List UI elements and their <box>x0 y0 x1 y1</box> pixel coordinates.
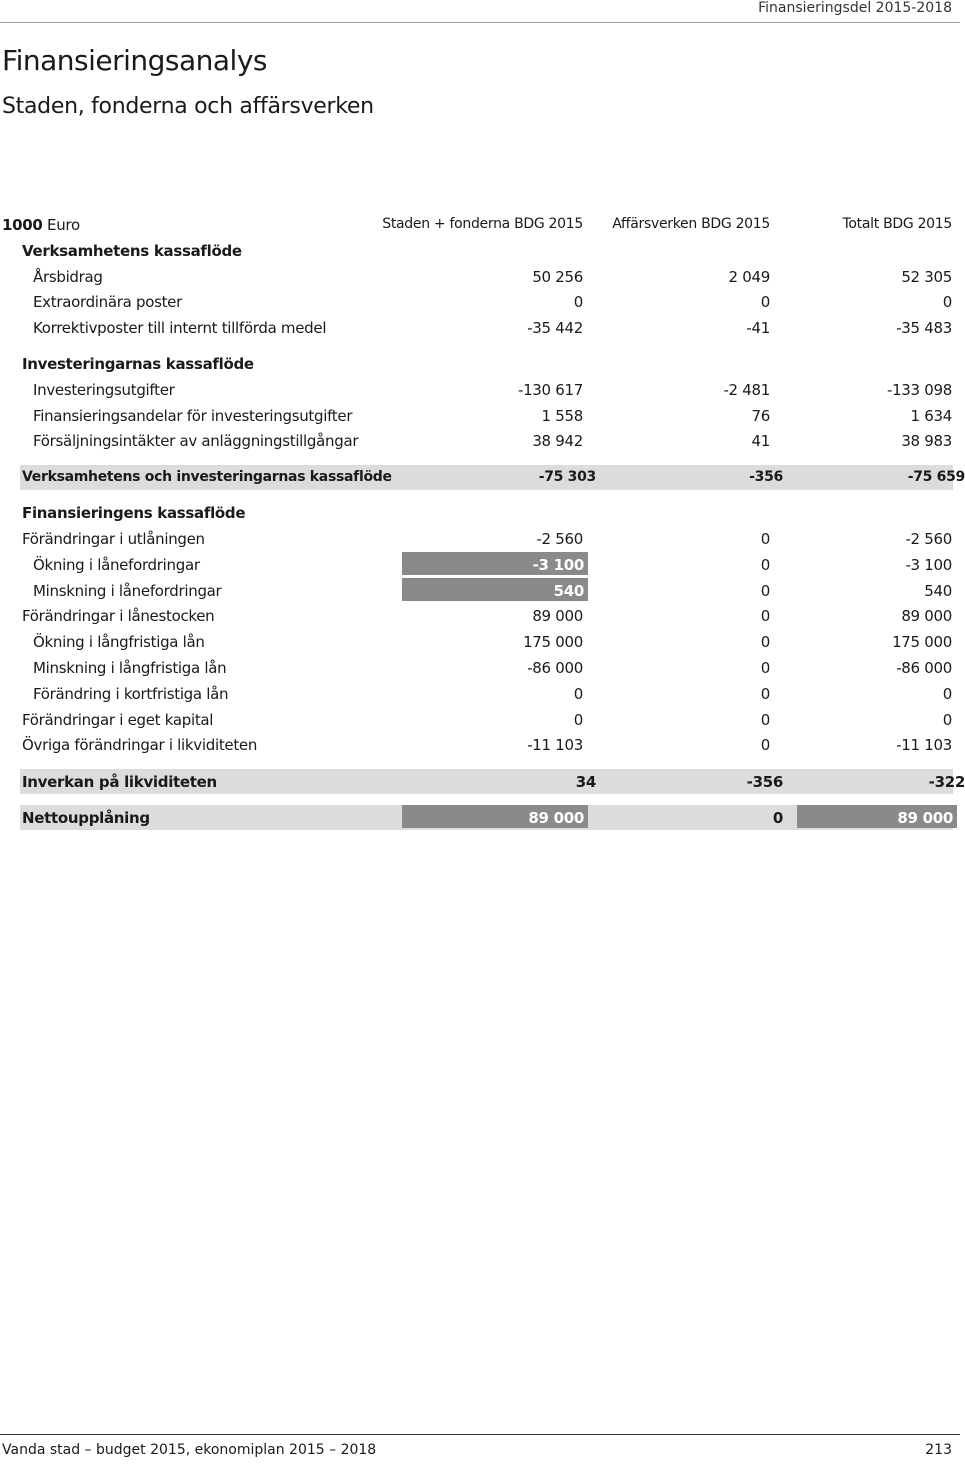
spacer <box>0 341 960 351</box>
cell-value: 89 000 <box>532 607 583 626</box>
cell-value: -2 481 <box>723 380 770 399</box>
row-label: Minskning i lånefordringar <box>33 581 222 600</box>
cell-value: -86 000 <box>896 658 952 677</box>
cell-value: 175 000 <box>892 633 952 652</box>
row-label: Inverkan på likviditeten <box>22 773 217 792</box>
cell-value: -322 <box>928 773 965 792</box>
row-label: Finansieringsandelar för investeringsutgifter <box>33 406 353 425</box>
cell-value: 89 000 <box>901 607 952 626</box>
cell-value: 0 <box>573 710 583 729</box>
cell-value: -41 <box>746 319 770 338</box>
table-row <box>0 629 960 655</box>
cell-value: 0 <box>760 633 770 652</box>
cell-value: -356 <box>746 773 783 792</box>
row-label: Förändringar i utlåningen <box>22 529 205 548</box>
cell-value: 38 983 <box>901 432 952 451</box>
section-header: Finansieringsdel 2015-2018 <box>758 0 952 16</box>
cell-value: 0 <box>760 684 770 703</box>
cell-value: -2 560 <box>905 529 952 548</box>
cell-value: 2 049 <box>728 267 770 286</box>
cell-value: 52 305 <box>901 267 952 286</box>
highlight-cell <box>402 552 588 575</box>
table-row <box>0 526 960 552</box>
cell-value: -3 100 <box>905 555 952 574</box>
highlight-cell <box>402 578 588 601</box>
cell-value: 0 <box>760 529 770 548</box>
cell-value: 0 <box>942 710 952 729</box>
section-heading-row <box>0 238 960 264</box>
unit-label: 1000 Euro <box>2 216 80 234</box>
table-row <box>0 403 960 429</box>
table-row <box>0 315 960 341</box>
row-label: Verksamhetens och investeringarnas kassaflöde <box>22 469 392 486</box>
row-label: Minskning i långfristiga lån <box>33 658 227 677</box>
cell-value: 0 <box>772 809 783 828</box>
cell-value: -75 659 <box>907 469 965 486</box>
cell-value: 0 <box>942 293 952 312</box>
cell-value: 89 000 <box>897 809 953 828</box>
row-label: Extraordinära poster <box>33 293 182 312</box>
page-title: Finansieringsanalys <box>2 44 267 77</box>
cell-value: 0 <box>760 607 770 626</box>
footer-text: Vanda stad – budget 2015, ekonomiplan 2015 – 2018 <box>2 1442 377 1458</box>
cell-value: -356 <box>749 469 783 486</box>
page-number: 213 <box>925 1442 952 1458</box>
cell-value: 0 <box>573 293 583 312</box>
spacer <box>0 794 960 805</box>
table-header-row <box>0 212 960 238</box>
column-header: Affärsverken BDG 2015 <box>612 216 770 232</box>
cell-value: -11 103 <box>527 736 583 755</box>
table-row <box>0 578 960 604</box>
cell-value: 41 <box>751 432 770 451</box>
cell-value: -3 100 <box>532 555 584 574</box>
cell-value: 38 942 <box>532 432 583 451</box>
row-label: Årsbidrag <box>33 267 103 286</box>
cell-value: 0 <box>942 684 952 703</box>
highlight-cell <box>402 805 588 828</box>
column-header: Staden + fonderna BDG 2015 <box>382 216 583 232</box>
cell-value: 540 <box>553 581 584 600</box>
cell-value: 1 634 <box>910 406 952 425</box>
cell-value: 50 256 <box>532 267 583 286</box>
table-row <box>0 264 960 290</box>
cell-value: -75 303 <box>538 469 596 486</box>
spacer <box>0 454 960 465</box>
net-borrowing-row <box>20 805 953 830</box>
cell-value: 0 <box>573 684 583 703</box>
cell-value: 89 000 <box>528 809 584 828</box>
section-heading: Finansieringens kassaflöde <box>22 504 246 523</box>
row-label: Nettoupplåning <box>22 809 150 828</box>
row-label: Investeringsutgifter <box>33 380 175 399</box>
table-row <box>0 552 960 578</box>
highlight-cell <box>797 805 957 828</box>
subtotal-row <box>20 465 965 490</box>
row-label: Korrektivposter till internt tillförda medel <box>33 319 327 338</box>
row-label: Förändringar i lånestocken <box>22 607 215 626</box>
section-heading: Investeringarnas kassaflöde <box>22 354 254 373</box>
footer-divider <box>0 1434 960 1435</box>
row-label: Övriga förändringar i likviditeten <box>22 736 258 755</box>
section-heading-row <box>0 500 960 526</box>
row-label: Ökning i långfristiga lån <box>33 633 205 652</box>
cell-value: 0 <box>760 555 770 574</box>
spacer <box>0 490 960 500</box>
cell-value: 0 <box>760 710 770 729</box>
table-row <box>0 732 960 758</box>
section-heading-row <box>0 351 960 377</box>
cell-value: 34 <box>575 773 596 792</box>
column-header: Totalt BDG 2015 <box>842 216 952 232</box>
row-label: Försäljningsintäkter av anläggningstillgångar <box>33 432 359 451</box>
table-row <box>0 603 960 629</box>
cell-value: -130 617 <box>517 380 583 399</box>
financing-table <box>0 212 965 830</box>
cell-value: 0 <box>760 658 770 677</box>
cell-value: -35 442 <box>527 319 583 338</box>
cell-value: 0 <box>760 293 770 312</box>
cell-value: 540 <box>924 581 952 600</box>
cell-value: -2 560 <box>536 529 583 548</box>
cell-value: -86 000 <box>527 658 583 677</box>
cell-value: -133 098 <box>886 380 952 399</box>
cell-value: 1 558 <box>541 406 583 425</box>
row-label: Förändring i kortfristiga lån <box>33 684 229 703</box>
table-row <box>0 707 960 733</box>
cell-value: 0 <box>760 581 770 600</box>
table-row <box>0 681 960 707</box>
cell-value: 175 000 <box>523 633 583 652</box>
table-row <box>0 655 960 681</box>
cell-value: 76 <box>751 406 770 425</box>
row-label: Ökning i lånefordringar <box>33 555 200 574</box>
cell-value: 0 <box>760 736 770 755</box>
row-label: Förändringar i eget kapital <box>22 710 214 729</box>
cell-value: -35 483 <box>896 319 952 338</box>
header-divider <box>0 22 960 23</box>
table-row <box>0 377 960 403</box>
section-heading: Verksamhetens kassaflöde <box>22 241 242 260</box>
spacer <box>0 758 960 769</box>
total-row <box>20 769 965 794</box>
table-row <box>0 289 960 315</box>
table-row <box>0 428 960 454</box>
cell-value: -11 103 <box>896 736 952 755</box>
page-subtitle: Staden, fonderna och affärsverken <box>2 94 374 119</box>
